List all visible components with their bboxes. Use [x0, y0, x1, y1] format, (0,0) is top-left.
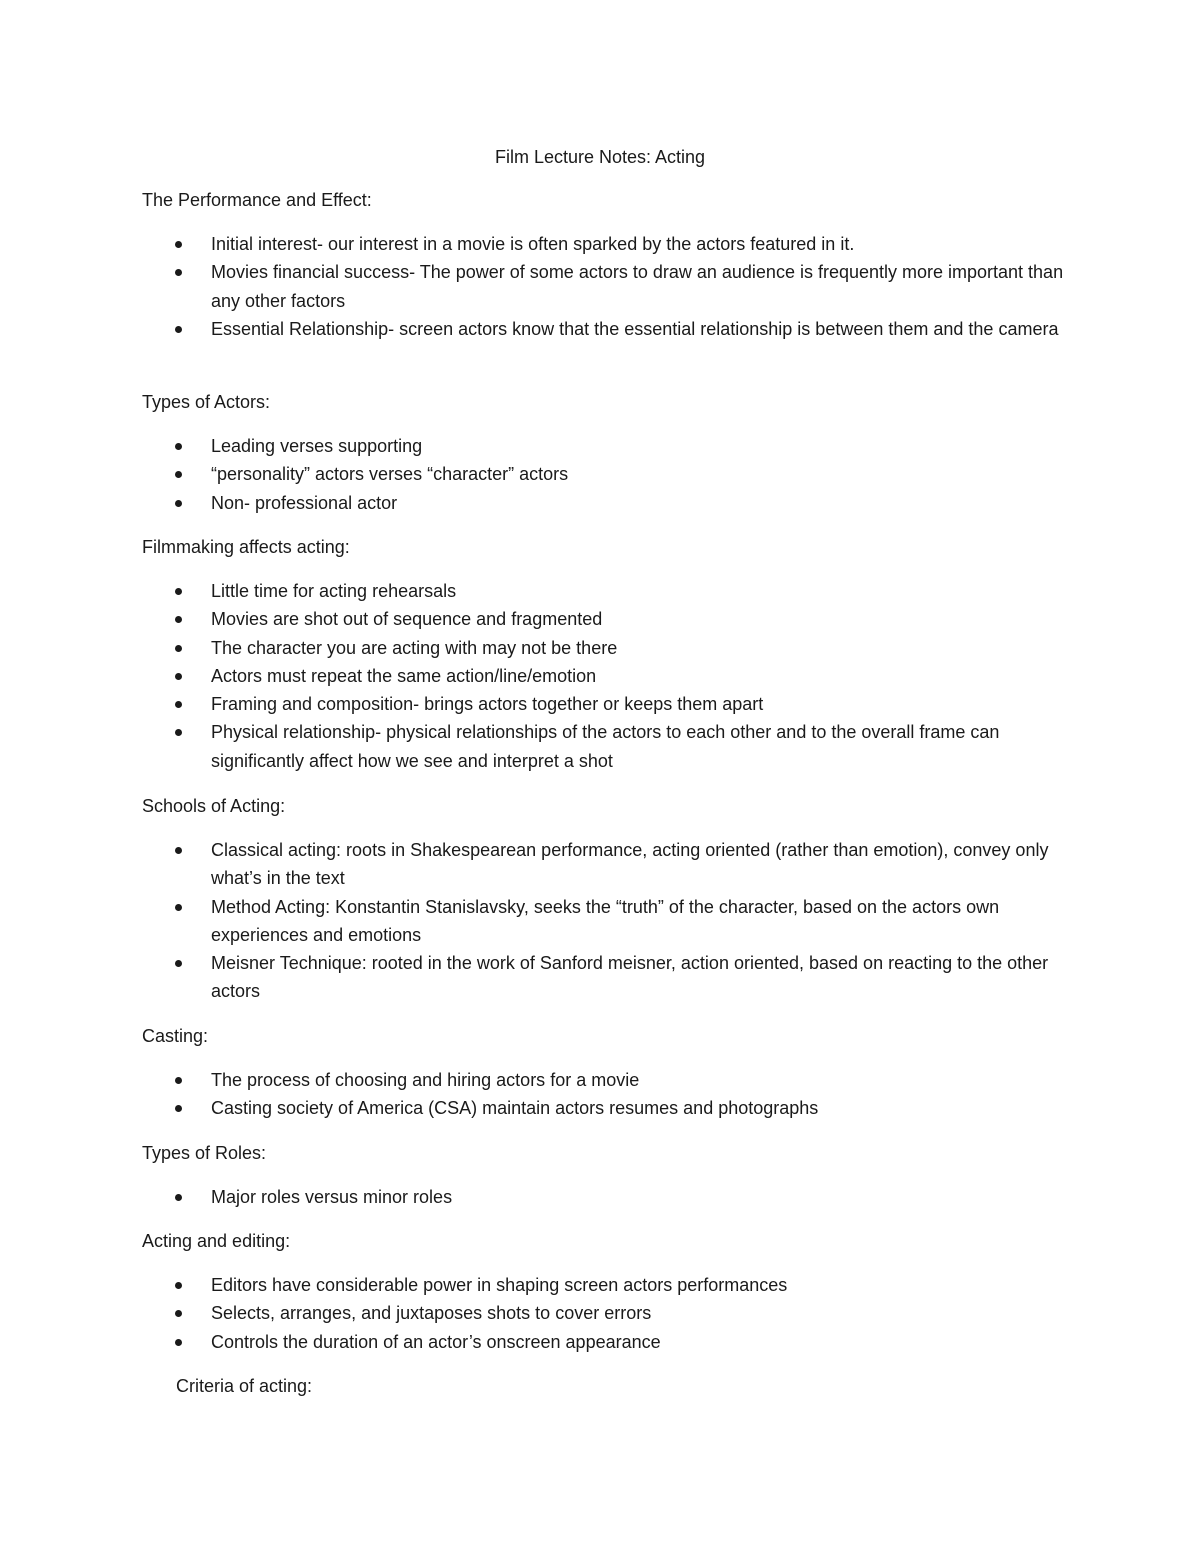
list-item-text: Non- professional actor — [211, 492, 398, 513]
list-item — [142, 893, 1071, 950]
section-heading: Acting and editing: — [142, 1231, 291, 1251]
section-heading: Types of Roles: — [142, 1143, 267, 1163]
list-item — [142, 1328, 1071, 1356]
section-schools-of-acting — [142, 792, 1062, 1006]
list-item — [142, 315, 1071, 343]
list-item-text: Major roles versus minor roles — [211, 1187, 453, 1207]
list-item-text: Editors have considerable power in shaping screen actors performances — [211, 1275, 788, 1295]
list-item-text: Controls the duration of an actor’s onscreen appearance — [211, 1331, 661, 1352]
list-item-text: Casting society of America (CSA) maintain actors resumes and photographs — [211, 1098, 819, 1119]
list-item-text: Little time for acting rehearsals — [211, 581, 457, 601]
list-item-text: Physical relationship- physical relationships of the actors to each other and to the overall frame can significantly affect how we see and interpret a shot — [211, 722, 1000, 771]
bullet-icon — [175, 1282, 182, 1289]
list-item — [142, 605, 1071, 633]
list-item — [142, 1271, 1071, 1299]
bullet-list — [142, 577, 1062, 775]
list-item — [142, 1066, 1071, 1094]
bullet-icon — [175, 500, 182, 507]
list-item — [142, 718, 1071, 775]
list-item-text: Initial interest- our interest in a movie is often sparked by the actors featured in it. — [211, 234, 855, 254]
bullet-list — [142, 836, 1062, 1006]
list-item — [142, 662, 1071, 690]
section-types-of-actors — [142, 388, 1062, 517]
bullet-icon — [175, 588, 182, 595]
bullet-list — [142, 1271, 1062, 1356]
bullet-icon — [175, 1105, 182, 1112]
bullet-icon — [175, 241, 182, 248]
bullet-icon — [175, 1310, 182, 1317]
bullet-icon — [175, 616, 182, 623]
section-heading: Types of Actors: — [142, 392, 271, 412]
bullet-list — [142, 230, 1062, 343]
list-item-text: The character you are acting with may not be there — [211, 637, 618, 658]
list-item-text: Movies are shot out of sequence and fragmented — [211, 609, 603, 630]
list-item — [142, 690, 1071, 718]
section-filmmaking-affects-acting — [142, 533, 1062, 775]
list-item — [142, 1299, 1071, 1327]
bullet-icon — [175, 960, 182, 967]
list-item — [142, 460, 1071, 488]
section-heading: The Performance and Effect: — [142, 190, 372, 210]
list-item — [142, 1183, 1071, 1211]
list-item-text: Leading verses supporting — [211, 436, 423, 456]
bullet-list — [142, 1066, 1062, 1123]
list-item-text: “personality” actors verses “character” actors — [211, 464, 569, 485]
bullet-icon — [175, 729, 182, 736]
section-acting-and-editing — [142, 1227, 1062, 1356]
bullet-icon — [175, 443, 182, 450]
section-types-of-roles — [142, 1139, 1062, 1211]
bullet-icon — [175, 904, 182, 911]
section-heading: Criteria of acting: — [176, 1376, 313, 1396]
list-item — [142, 634, 1071, 662]
section-heading: Casting: — [142, 1026, 209, 1046]
section-heading: Filmmaking affects acting: — [142, 537, 350, 557]
bullet-icon — [175, 701, 182, 708]
list-item — [142, 949, 1071, 1006]
bullet-icon — [175, 1339, 182, 1346]
bullet-icon — [175, 673, 182, 680]
bullet-icon — [175, 847, 182, 854]
bullet-icon — [175, 269, 182, 276]
list-item-text: Classical acting: roots in Shakespearean performance, acting oriented (rather than emotion), convey only what’s in the text — [211, 840, 1049, 889]
list-item — [142, 489, 1071, 517]
bullet-icon — [175, 1077, 182, 1084]
list-item — [142, 230, 1071, 258]
list-item — [142, 432, 1071, 460]
bullet-icon — [175, 645, 182, 652]
list-item — [142, 836, 1071, 893]
list-item — [142, 577, 1071, 605]
bullet-list — [142, 432, 1062, 517]
section-criteria-of-acting — [142, 1372, 1062, 1400]
list-item-text: Method Acting: Konstantin Stanislavsky, seeks the “truth” of the character, based on the actors own experiences and emotions — [211, 896, 1000, 945]
list-item-text: Movies financial success- The power of some actors to draw an audience is frequently more important than any other factors — [211, 262, 1064, 311]
list-item — [142, 258, 1071, 315]
section-performance-and-effect — [142, 186, 1062, 343]
list-item-text: Essential Relationship- screen actors know that the essential relationship is between them and the camera — [211, 318, 1059, 339]
document-title: Film Lecture Notes: Acting — [494, 147, 706, 167]
section-casting — [142, 1022, 1062, 1123]
list-item-text: Meisner Technique: rooted in the work of Sanford meisner, action oriented, based on reacting to the other actors — [211, 953, 1049, 1002]
bullet-icon — [175, 326, 182, 333]
bullet-icon — [175, 471, 182, 478]
list-item-text: The process of choosing and hiring actors for a movie — [211, 1070, 640, 1090]
section-heading: Schools of Acting: — [142, 796, 286, 816]
bullet-icon — [175, 1194, 182, 1201]
list-item-text: Framing and composition- brings actors together or keeps them apart — [211, 694, 764, 715]
list-item-text: Selects, arranges, and juxtaposes shots to cover errors — [211, 1303, 652, 1324]
bullet-list — [142, 1183, 1062, 1211]
list-item — [142, 1094, 1071, 1122]
list-item-text: Actors must repeat the same action/line/emotion — [211, 665, 597, 686]
